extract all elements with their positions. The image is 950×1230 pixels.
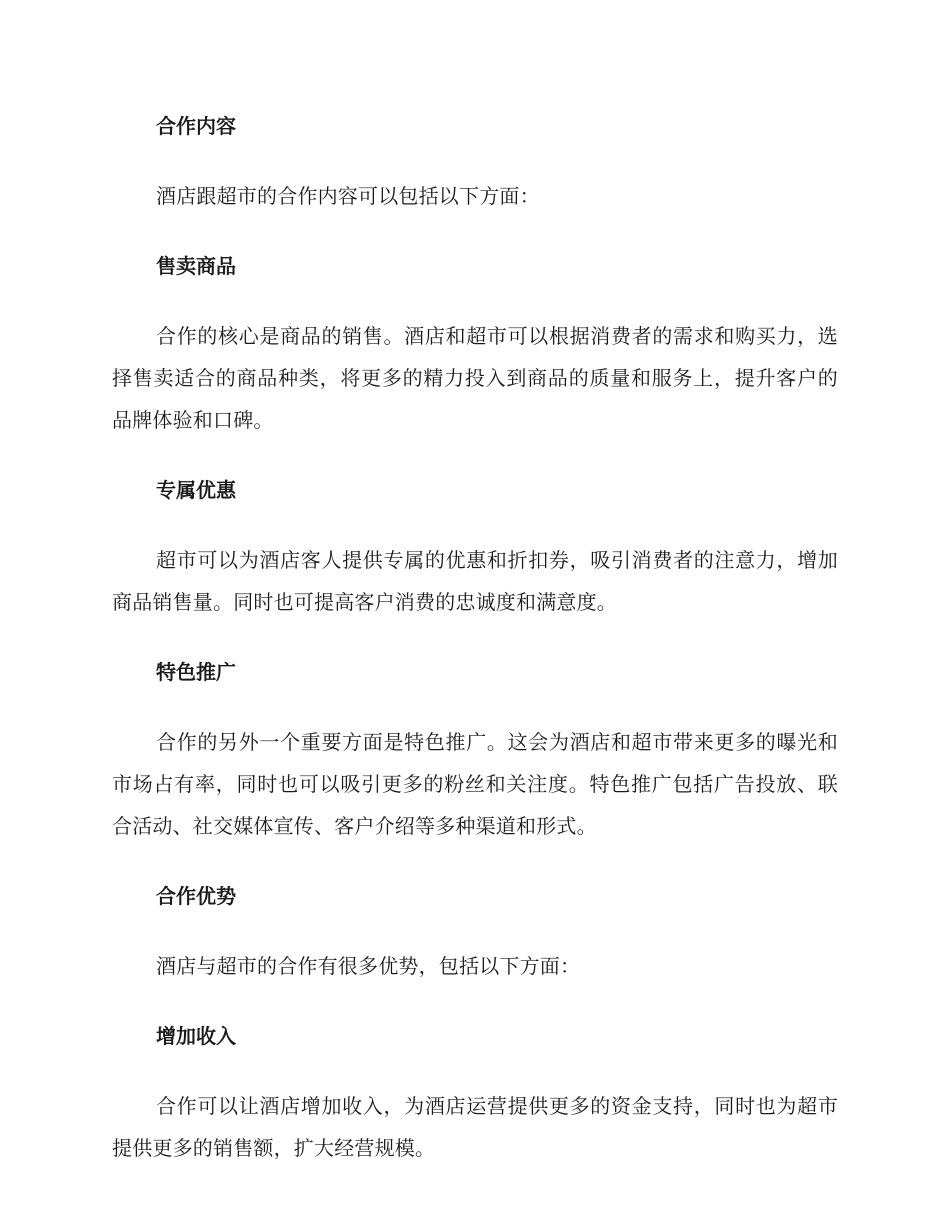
section-heading: 特色推广	[156, 660, 236, 684]
section-paragraph: 合作的另外一个重要方面是特色推广。这会为酒店和超市带来更多的曝光和市场占有率，同时也可以吸引更多的粉丝和关注度。特色推广包括广告投放、联合活动、社交媒体宣传、客户介绍等多种渠道和形式。	[112, 730, 838, 838]
section-paragraph: 合作可以让酒店增加收入，为酒店运营提供更多的资金支持，同时也为超市提供更多的销售额，扩大经营规模。	[112, 1094, 838, 1160]
section-paragraph: 合作的核心是商品的销售。酒店和超市可以根据消费者的需求和购买力，选择售卖适合的商品种类，将更多的精力投入到商品的质量和服务上，提升客户的品牌体验和口碑。	[112, 324, 838, 432]
section-heading: 专属优惠	[156, 478, 236, 502]
section-heading: 合作优势	[156, 884, 236, 908]
section-paragraph: 酒店跟超市的合作内容可以包括以下方面：	[156, 184, 540, 208]
section-heading: 增加收入	[156, 1024, 236, 1048]
section-paragraph: 酒店与超市的合作有很多优势，包括以下方面：	[156, 954, 581, 978]
section-heading: 合作内容	[156, 114, 236, 138]
section-paragraph: 超市可以为酒店客人提供专属的优惠和折扣券，吸引消费者的注意力，增加商品销售量。同时也可提高客户消费的忠诚度和满意度。	[112, 548, 838, 614]
section-heading: 售卖商品	[156, 254, 236, 278]
